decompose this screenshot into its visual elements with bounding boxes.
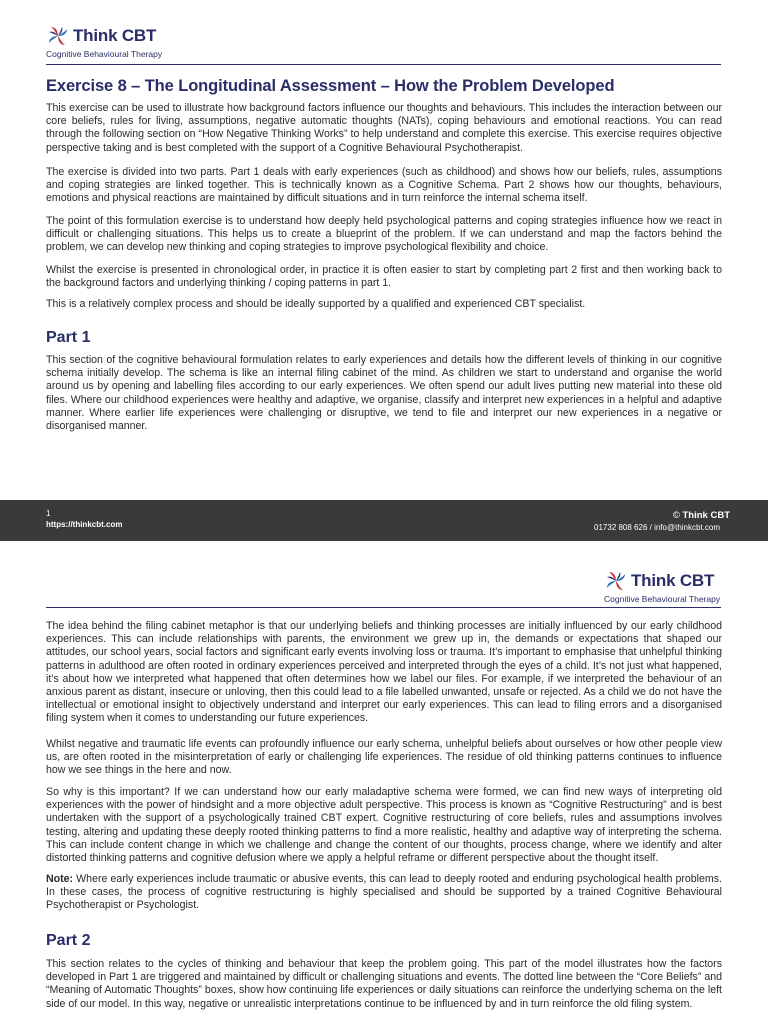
note-label: Note: (46, 873, 74, 885)
brand-tagline: Cognitive Behavioural Therapy (604, 594, 721, 604)
intro-paragraph: Whilst the exercise is presented in chronological order, in practice it is often easier to start by completing part 2 first and then working back to the background factors and underlying thinking / coping patterns in part 1. (46, 264, 722, 290)
brand-tagline: Cognitive Behavioural Therapy (46, 49, 163, 59)
part2-heading: Part 2 (46, 932, 91, 949)
body-paragraph: So why is this important? If we can understand how our early maladaptive schema were formed, we can find new ways of interpreting old experiences with the power of hindsight and a more objective adult perspective. This process is known as “Cognitive Restructuring” and is best undertaken with the support of a psychologically trained CBT expert. Cognitive restructuring of core beliefs, rules and assumptions involves testing, altering and updating these deeply rooted thinking patterns to find a more realistic, healthy and adaptive way of interpreting the schema. This can include content change in which we challenge and change the content of our thoughts, process change, where we identify and alter distorted thinking patterns and cognitive defusion where we apply a helpful reframe or different perspective about the thought itself. (46, 786, 722, 865)
brand-logo (604, 569, 720, 604)
brand-name: Think CBT (73, 26, 157, 45)
part1-heading: Part 1 (46, 329, 91, 346)
exercise-title: Exercise 8 – The Longitudinal Assessment – How the Problem Developed (46, 77, 615, 95)
intro-paragraph: The point of this formulation exercise is to understand how deeply held psychological patterns and coping strategies influence how we react in difficult or challenging situations. This helps us to create a blueprint of the problem. If we can understand and map the factors behind the problem, we can develop new thinking and coping strategies to improve psychological flexibility and choice. (46, 215, 722, 254)
page-number: 1 (46, 509, 51, 518)
pinwheel-logo-icon (46, 24, 70, 48)
part2-paragraph: This section relates to the cycles of thinking and behaviour that keep the problem going. This part of the model illustrates how the factors developed in Part 1 are triggered and maintained by difficult or challenging situations and events. The dotted line between the “Core Beliefs” and “Meaning of Automatic Thoughts” boxes, show how continuing life experiences or daily situations can reinforce the underlying schema on the left side of our model. In this way, negative or unrealistic interpretations continue to be influenced by and in turn reinforce the old filing system. (46, 958, 722, 1010)
pinwheel-logo-icon (604, 569, 628, 593)
brand-name: Think CBT (631, 571, 715, 590)
body-paragraph: The idea behind the filing cabinet metaphor is that our underlying beliefs and thinking processes are initially influenced by our early childhood experiences. This can include relationships with parents, the environment we grew up in, the demands or expectations that shaped our attitudes, our school years, social factors and significant early events involving loss or trauma. It’s important to emphasise that unhelpful thinking patterns in adulthood are often rooted in ordinary experiences perceived and interpreted through the eyes of a child. It’s not just what happened, it’s about how we interpreted what happened that often determines how we label our files. For example, if we interpreted the behaviour of an anxious parent as distant, insecure or unloving, then this could lead to a file labelled unwanted, unsafe or rejected. As a child we do not have the intellectual or emotional insight to objectively understand and interpret our early experiences. This can lead to filing errors and a disorganised filing system when it comes to understanding our future experiences. (46, 620, 722, 725)
note-paragraph (46, 873, 722, 913)
intro-paragraph: The exercise is divided into two parts. Part 1 deals with early experiences (such as childhood) and shows how our beliefs, rules, assumptions and coping strategies are linked together. This is technically known as a Cognitive Schema. Part 2 shows how our thoughts, behaviours, emotions and physical reactions are maintained by difficult situations and in turn reinforce the internal schema itself. (46, 166, 722, 205)
brand-logo (46, 24, 162, 59)
intro-paragraph: This is a relatively complex process and should be ideally supported by a qualified and experienced CBT specialist. (46, 298, 586, 310)
contact-details[interactable]: 01732 808 626 / info@thinkcbt.com (594, 523, 720, 532)
website-link[interactable]: https://thinkcbt.com (46, 520, 123, 529)
page-footer (0, 500, 768, 541)
copyright-symbol: © (672, 510, 680, 521)
copyright (673, 510, 730, 521)
header-rule (46, 64, 721, 65)
body-paragraph: Whilst negative and traumatic life events can profoundly influence our early schema, unhelpful beliefs about ourselves or how other people view us, are often rooted in the misinterpretation of early or challenging life experiences. The residue of old thinking patterns continues to influence how we see things in the here and now. (46, 738, 722, 777)
note-text: Where early experiences include traumatic or abusive events, this can lead to deeply rooted and enduring psychological health problems. In these cases, the process of cognitive restructuring is highly specialised and should be supported by a trained Cognitive Behavioural Psychotherapist or Psychologist. (46, 873, 722, 912)
intro-paragraph: This exercise can be used to illustrate how background factors influence our thoughts and behaviours. This includes the interaction between our core beliefs, rules for living, assumptions, negative automatic thoughts (NATs), coping behaviours and emotional reactions. You can read through the following section on “How Negative Thinking Works” to help understand and complete this exercise. This exercise requires objective perspective taking and is best completed with the support of a Cognitive Behavioural Psychotherapist. (46, 102, 722, 154)
part1-paragraph: This section of the cognitive behavioural formulation relates to early experiences and details how the different levels of thinking in our cognitive schema initially develop. The schema is like an internal filing cabinet of the mind. As children we start to understand and organise the world around us by opening and labelling files according to our early experiences. We often spend our adult lives putting new material into these old files. Where our childhood experiences were healthy and adaptive, we organise, classify and interpret new experiences in a helpful and adaptive manner. Where earlier life experiences were challenging or disruptive, we tend to file and interpret our new experiences in a negative or disorganised manner. (46, 354, 722, 433)
copyright-name: Think CBT (682, 510, 730, 521)
header-rule (46, 607, 721, 608)
